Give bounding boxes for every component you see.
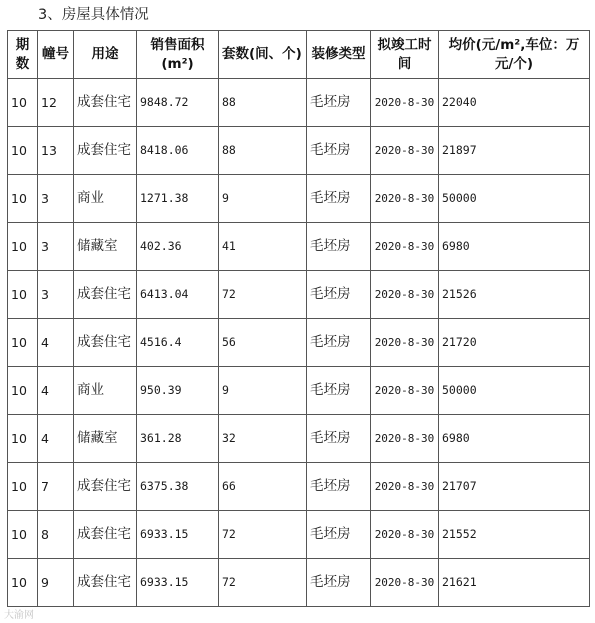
cell-units: 41: [219, 223, 307, 271]
cell-decoration: 毛坯房: [307, 559, 371, 607]
cell-completion: 2020-8-30: [371, 271, 439, 319]
cell-decoration: 毛坯房: [307, 271, 371, 319]
cell-phase: 10: [8, 271, 38, 319]
cell-price: 21552: [439, 511, 590, 559]
cell-phase: 10: [8, 175, 38, 223]
cell-decoration: 毛坯房: [307, 127, 371, 175]
cell-completion: 2020-8-30: [371, 463, 439, 511]
table-row: [8, 367, 590, 415]
cell-units: 32: [219, 415, 307, 463]
cell-decoration: 毛坯房: [307, 223, 371, 271]
cell-units: 9: [219, 175, 307, 223]
cell-completion: 2020-8-30: [371, 79, 439, 127]
cell-price: 6980: [439, 223, 590, 271]
table-header-row: [8, 31, 590, 79]
cell-units: 56: [219, 319, 307, 367]
cell-price: 21621: [439, 559, 590, 607]
cell-usage: 成套住宅: [74, 511, 137, 559]
cell-phase: 10: [8, 127, 38, 175]
cell-price: 6980: [439, 415, 590, 463]
cell-units: 88: [219, 79, 307, 127]
cell-usage: 商业: [74, 175, 137, 223]
cell-building: 4: [38, 367, 74, 415]
cell-completion: 2020-8-30: [371, 127, 439, 175]
cell-area: 950.39: [137, 367, 219, 415]
cell-usage: 成套住宅: [74, 463, 137, 511]
cell-usage: 储藏室: [74, 223, 137, 271]
cell-usage: 成套住宅: [74, 319, 137, 367]
header-building: 幢号: [38, 31, 74, 79]
header-area: 销售面积(m²): [137, 31, 219, 79]
cell-area: 402.36: [137, 223, 219, 271]
cell-area: 6933.15: [137, 559, 219, 607]
table-row: [8, 175, 590, 223]
cell-phase: 10: [8, 415, 38, 463]
table-row: [8, 79, 590, 127]
cell-completion: 2020-8-30: [371, 511, 439, 559]
cell-building: 12: [38, 79, 74, 127]
table-row: [8, 319, 590, 367]
cell-decoration: 毛坯房: [307, 415, 371, 463]
cell-decoration: 毛坯房: [307, 511, 371, 559]
cell-units: 72: [219, 511, 307, 559]
cell-price: 21897: [439, 127, 590, 175]
header-usage: 用途: [74, 31, 137, 79]
cell-building: 13: [38, 127, 74, 175]
cell-phase: 10: [8, 223, 38, 271]
cell-units: 66: [219, 463, 307, 511]
cell-price: 50000: [439, 175, 590, 223]
cell-usage: 成套住宅: [74, 127, 137, 175]
cell-building: 3: [38, 223, 74, 271]
table-row: [8, 559, 590, 607]
cell-completion: 2020-8-30: [371, 175, 439, 223]
cell-building: 3: [38, 271, 74, 319]
cell-price: 21720: [439, 319, 590, 367]
cell-usage: 成套住宅: [74, 559, 137, 607]
cell-usage: 商业: [74, 367, 137, 415]
section-heading: 3、房屋具体情况: [38, 7, 149, 23]
header-price: 均价(元/m²,车位：万元/个): [439, 31, 590, 79]
cell-building: 4: [38, 415, 74, 463]
cell-completion: 2020-8-30: [371, 319, 439, 367]
cell-price: 21526: [439, 271, 590, 319]
cell-usage: 储藏室: [74, 415, 137, 463]
cell-building: 3: [38, 175, 74, 223]
cell-area: 6375.38: [137, 463, 219, 511]
cell-area: 6933.15: [137, 511, 219, 559]
table-row: [8, 271, 590, 319]
cell-price: 50000: [439, 367, 590, 415]
cell-usage: 成套住宅: [74, 271, 137, 319]
cell-area: 1271.38: [137, 175, 219, 223]
cell-decoration: 毛坯房: [307, 367, 371, 415]
cell-completion: 2020-8-30: [371, 367, 439, 415]
cell-units: 88: [219, 127, 307, 175]
cell-building: 7: [38, 463, 74, 511]
cell-phase: 10: [8, 559, 38, 607]
cell-decoration: 毛坯房: [307, 463, 371, 511]
cell-completion: 2020-8-30: [371, 415, 439, 463]
cell-building: 8: [38, 511, 74, 559]
cell-area: 4516.4: [137, 319, 219, 367]
cell-units: 72: [219, 559, 307, 607]
table-row: [8, 511, 590, 559]
cell-price: 21707: [439, 463, 590, 511]
header-decoration: 装修类型: [307, 31, 371, 79]
cell-area: 361.28: [137, 415, 219, 463]
table-row: [8, 127, 590, 175]
cell-units: 9: [219, 367, 307, 415]
table-body: [8, 79, 590, 607]
cell-usage: 成套住宅: [74, 79, 137, 127]
cell-decoration: 毛坯房: [307, 79, 371, 127]
cell-building: 4: [38, 319, 74, 367]
cell-phase: 10: [8, 511, 38, 559]
header-units: 套数(间、个): [219, 31, 307, 79]
cell-phase: 10: [8, 319, 38, 367]
cell-completion: 2020-8-30: [371, 223, 439, 271]
cell-area: 6413.04: [137, 271, 219, 319]
cell-price: 22040: [439, 79, 590, 127]
cell-decoration: 毛坯房: [307, 319, 371, 367]
cell-phase: 10: [8, 367, 38, 415]
cell-phase: 10: [8, 463, 38, 511]
cell-area: 9848.72: [137, 79, 219, 127]
header-completion: 拟竣工时间: [371, 31, 439, 79]
table-row: [8, 223, 590, 271]
header-phase: 期数: [8, 31, 38, 79]
housing-details-table: [7, 30, 590, 607]
table-row: [8, 415, 590, 463]
table-row: [8, 463, 590, 511]
cell-building: 9: [38, 559, 74, 607]
cell-decoration: 毛坯房: [307, 175, 371, 223]
cell-phase: 10: [8, 79, 38, 127]
cell-completion: 2020-8-30: [371, 559, 439, 607]
watermark: 大渝网: [4, 610, 34, 621]
cell-units: 72: [219, 271, 307, 319]
cell-area: 8418.06: [137, 127, 219, 175]
